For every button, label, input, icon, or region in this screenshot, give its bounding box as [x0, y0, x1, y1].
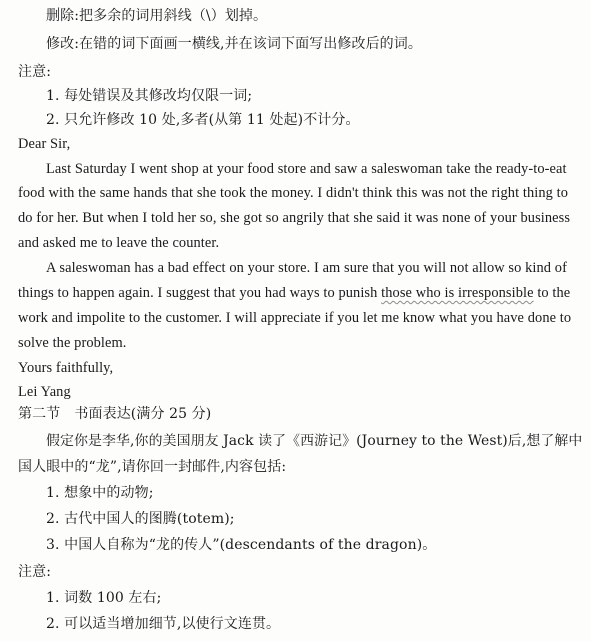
letter-paragraph-2-line-1: A saleswoman has a bad effect on your store. I am sure that you will not allow so kind of [46, 260, 567, 276]
letter-salutation: Dear Sir, [18, 136, 71, 152]
instruction-modify: 修改:在错的词下面画一横线,并在该词下面写出修改后的词。 [46, 36, 422, 52]
section-2-heading: 第二节 书面表达(满分 25 分) [18, 406, 212, 422]
note-heading: 注意: [18, 64, 52, 80]
letter-text-segment: things to happen again. I suggest that you had ways to punish [18, 285, 382, 301]
letter-paragraph-1-line-2: food with the same hands that she took the money. I didn't think this was not the right thing to [18, 185, 569, 201]
letter-text-segment: to the [533, 285, 571, 301]
note-item-2: 2. 只允许修改 10 处,多者(从第 11 处起)不计分。 [46, 112, 360, 128]
letter-paragraph-1-line-4: and asked me to leave the counter. [18, 235, 220, 251]
section-2-note-heading: 注意: [18, 564, 52, 580]
letter-paragraph-2-line-2 [18, 283, 570, 303]
letter-paragraph-2-line-3: work and impolite to the customer. I will appreciate if you let me know what you have done to [18, 310, 572, 326]
section-2-item-1: 1. 想象中的动物; [46, 485, 154, 501]
letter-paragraph-2-line-4: solve the problem. [18, 335, 127, 351]
section-2-item-2: 2. 古代中国人的图腾(totem); [46, 511, 235, 527]
note-item-1: 1. 每处错误及其修改均仅限一词; [46, 88, 253, 104]
letter-signature: Lei Yang [18, 384, 71, 400]
letter-paragraph-1-line-1: Last Saturday I went shop at your food store and saw a saleswoman take the ready-to-eat [46, 161, 567, 177]
instruction-delete: 删除:把多余的词用斜线（\）划掉。 [46, 8, 268, 24]
section-2-item-3: 3. 中国人自称为“龙的传人”(descendants of the dragon)。 [46, 537, 437, 553]
wavy-underlined-phrase: those who is irresponsible [381, 285, 534, 301]
section-2-prompt-line-1: 假定你是李华,你的美国朋友 Jack 读了《西游记》(Journey to the West)后,想了解中 [46, 433, 583, 449]
section-2-prompt-line-2: 国人眼中的“龙”,请你回一封邮件,内容包括: [18, 459, 287, 475]
section-2-note-1: 1. 词数 100 左右; [46, 590, 162, 606]
letter-closing: Yours faithfully, [18, 360, 114, 376]
letter-paragraph-1-line-3: do for her. But when I told her so, she got so angrily that she said it was none of your business [18, 210, 571, 226]
section-2-note-2: 2. 可以适当增加细节,以使行文连贯。 [46, 616, 281, 632]
